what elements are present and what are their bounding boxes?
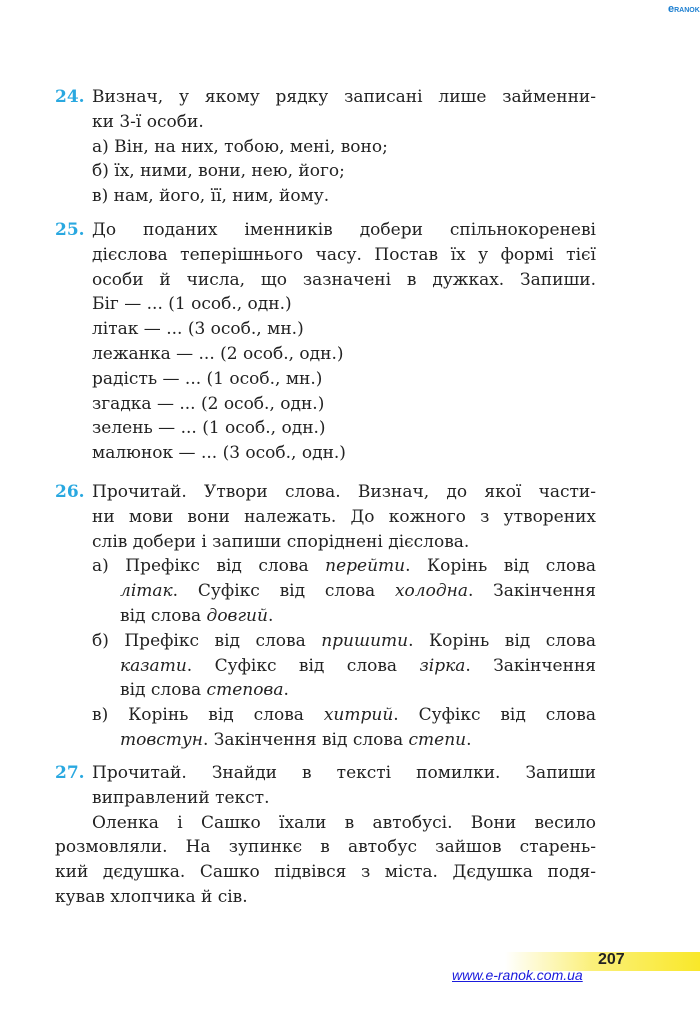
exercise-26 [55,480,596,753]
word-item: малюнок — ... (3 особ., одн.) [92,443,346,464]
text-line: особи й числа, що зазначені в дужках. Запиши. [92,269,596,290]
text-line: ни мови вони належать. До кожного з утворених [92,506,596,527]
text-line: Прочитай. Утвори слова. Визнач, до якої части- [92,482,596,502]
item-b-cont: від слова степова. [120,680,289,701]
publisher-logo: eRANOK [668,3,700,15]
exercise-number: 25. [55,220,85,240]
exercise-number: 26. [55,482,85,502]
story-line: Оленка і Сашко їхали в автобусі. Вони весило [92,812,596,833]
item-a-cont: від слова довгий. [120,605,274,626]
option-c: в) нам, його, її, ним, йому. [92,186,330,207]
word-item: Біг — ... (1 особ., одн.) [92,294,292,315]
exercise-number: 27. [55,763,85,783]
text-line: слів добери і запиши споріднені дієслова. [92,531,470,552]
page-number: 207 [598,951,625,968]
item-a-cont: літак. Суфікс від слова холодна. Закінчення [120,581,596,602]
item-b: б) Префікс від слова пришити. Корінь від слова [92,630,596,651]
publisher-link[interactable]: www.e-ranok.com.ua [452,967,583,983]
exercise-number: 24. [55,87,85,107]
exercise-27 [55,761,596,910]
text-line: Визнач, у якому рядку записані лише займенни- [92,87,596,107]
story-line: кував хлопчика й сів. [55,886,248,907]
text-line: виправлений текст. [92,787,270,808]
word-item: радість — ... (1 особ., мн.) [92,368,323,389]
word-item: згадка — ... (2 особ., одн.) [92,393,325,414]
text-line: ки 3-ї особи. [92,111,204,132]
story-line: кий дєдушка. Сашко підвівся з міста. Дєдушка подя- [55,862,596,883]
item-a: а) Префікс від слова перейти. Корінь від слова [92,556,596,577]
word-item: літак — ... (3 особ., мн.) [92,319,304,340]
exercise-25 [55,218,596,466]
item-c: в) Корінь від слова хитрий. Суфікс від слова [92,705,596,726]
text-line: До поданих іменників добери спільнокореневі [92,220,596,240]
text-line: дієслова теперішнього часу. Постав їх у формі тієї [92,244,596,265]
text-line: Прочитай. Знайди в тексті помилки. Запиши [92,763,596,783]
item-b-cont: казати. Суфікс від слова зірка. Закінчення [120,655,597,676]
item-c-cont: товстун. Закінчення від слова степи. [120,729,472,750]
option-b: б) їх, ними, вони, нею, його; [92,161,345,182]
option-a: а) Він, на них, тобою, мені, воно; [92,136,388,157]
story-line: розмовляли. На зупинкє в автобус зайшов старень- [55,837,596,858]
word-item: лежанка — ... (2 особ., одн.) [92,343,344,364]
exercise-24 [55,85,596,209]
word-item: зелень — ... (1 особ., одн.) [92,418,326,439]
